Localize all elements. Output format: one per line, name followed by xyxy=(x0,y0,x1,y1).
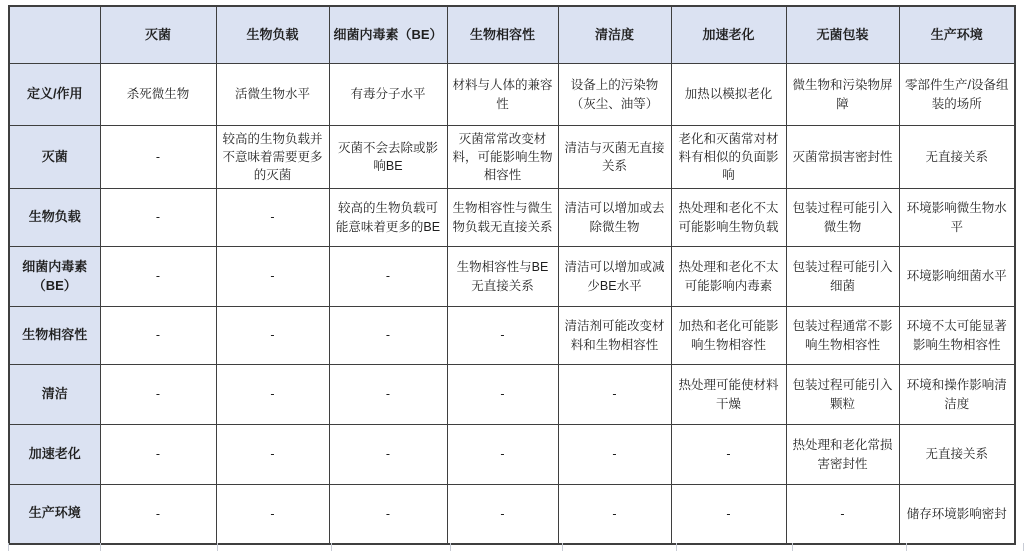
table-cell: - xyxy=(100,485,216,544)
table-cell: 材料与人体的兼容性 xyxy=(447,64,558,126)
table-cell: - xyxy=(329,425,447,485)
row-header: 生物相容性 xyxy=(9,307,100,365)
table-cell: - xyxy=(216,425,329,485)
row-header: 灭菌 xyxy=(9,126,100,189)
table-cell: - xyxy=(329,485,447,544)
table-cell: - xyxy=(558,485,671,544)
table-cell: 灭菌不会去除或影响BE xyxy=(329,126,447,189)
partial-cell xyxy=(906,543,1024,551)
table-cell: 生物相容性与BE无直接关系 xyxy=(447,247,558,307)
table-cell: 加热以模拟老化 xyxy=(671,64,786,126)
table-cell: 生物相容性与微生物负载无直接关系 xyxy=(447,189,558,247)
column-header: 生产环境 xyxy=(899,6,1015,64)
row-header: 清洁 xyxy=(9,365,100,425)
table-cell: - xyxy=(558,365,671,425)
table-cell: 杀死微生物 xyxy=(100,64,216,126)
table-cell: 较高的生物负载可能意味着更多的BE xyxy=(329,189,447,247)
table-row xyxy=(9,365,1015,425)
table-cell: 较高的生物负载并不意味着需要更多的灭菌 xyxy=(216,126,329,189)
table-cell: - xyxy=(447,425,558,485)
table-cell: - xyxy=(216,247,329,307)
partial-cell xyxy=(8,543,100,551)
partial-cell xyxy=(792,543,906,551)
partial-cell xyxy=(676,543,792,551)
table-cell: 包装过程可能引入细菌 xyxy=(786,247,899,307)
header-row xyxy=(9,6,1015,64)
table-cell: 设备上的污染物（灰尘、油等） xyxy=(558,64,671,126)
partial-cell xyxy=(562,543,676,551)
table-cell: - xyxy=(671,485,786,544)
table-head xyxy=(9,6,1015,64)
table-row xyxy=(9,247,1015,307)
table-cell: 清洁可以增加或减少BE水平 xyxy=(558,247,671,307)
table-cell: 热处理和老化不太可能影响内毒素 xyxy=(671,247,786,307)
table-cell: 包装过程可能引入颗粒 xyxy=(786,365,899,425)
column-header: 细菌内毒素（BE） xyxy=(329,6,447,64)
table-cell: - xyxy=(329,307,447,365)
table-cell: - xyxy=(100,365,216,425)
table-cell: - xyxy=(786,485,899,544)
table-cell: - xyxy=(100,126,216,189)
table-row xyxy=(9,64,1015,126)
table-row xyxy=(9,307,1015,365)
table-cell: 热处理和老化常损害密封性 xyxy=(786,425,899,485)
row-header: 生产环境 xyxy=(9,485,100,544)
table-cell: 无直接关系 xyxy=(899,126,1015,189)
column-header: 无菌包装 xyxy=(786,6,899,64)
table-cell: 包装过程通常不影响生物相容性 xyxy=(786,307,899,365)
table-row xyxy=(9,485,1015,544)
table-cell: - xyxy=(100,247,216,307)
table-cell: - xyxy=(100,189,216,247)
table-cell: - xyxy=(216,485,329,544)
table-cell: 包装过程可能引入微生物 xyxy=(786,189,899,247)
table-body xyxy=(9,64,1015,544)
table-cell: 热处理和老化不太可能影响生物负载 xyxy=(671,189,786,247)
row-header: 定义/作用 xyxy=(9,64,100,126)
column-header: 清洁度 xyxy=(558,6,671,64)
relationship-matrix-table xyxy=(8,5,1016,545)
table-cell: - xyxy=(100,425,216,485)
column-header: 生物负载 xyxy=(216,6,329,64)
column-header: 灭菌 xyxy=(100,6,216,64)
table-cell: 环境影响细菌水平 xyxy=(899,247,1015,307)
partial-cell xyxy=(450,543,562,551)
table-cell: - xyxy=(447,365,558,425)
partial-cell xyxy=(100,543,217,551)
corner-cell xyxy=(9,6,100,64)
table-row xyxy=(9,189,1015,247)
table-cell: 环境影响微生物水平 xyxy=(899,189,1015,247)
table-cell: 有毒分子水平 xyxy=(329,64,447,126)
column-header: 生物相容性 xyxy=(447,6,558,64)
table-cell: 储存环境影响密封 xyxy=(899,485,1015,544)
table-cell: 零部件生产/设备组装的场所 xyxy=(899,64,1015,126)
table-cell: 老化和灭菌常对材料有相似的负面影响 xyxy=(671,126,786,189)
table-cell: 无直接关系 xyxy=(899,425,1015,485)
row-header: 加速老化 xyxy=(9,425,100,485)
table-cell: 加热和老化可能影响生物相容性 xyxy=(671,307,786,365)
table-cell: 灭菌常常改变材料，可能影响生物相容性 xyxy=(447,126,558,189)
table-cell: 微生物和污染物屏障 xyxy=(786,64,899,126)
table-cell: - xyxy=(329,365,447,425)
table-cell: - xyxy=(100,307,216,365)
table-cell: - xyxy=(329,247,447,307)
partial-cell xyxy=(217,543,331,551)
row-header: 细菌内毒素（BE） xyxy=(9,247,100,307)
table-cell: 灭菌常损害密封性 xyxy=(786,126,899,189)
table-row xyxy=(9,425,1015,485)
table-cell: 环境不太可能显著影响生物相容性 xyxy=(899,307,1015,365)
table-cell: 活微生物水平 xyxy=(216,64,329,126)
table-cell: 热处理可能使材料干燥 xyxy=(671,365,786,425)
partial-cell xyxy=(331,543,450,551)
table-cell: 清洁剂可能改变材料和生物相容性 xyxy=(558,307,671,365)
row-header: 生物负载 xyxy=(9,189,100,247)
table-cell: 清洁可以增加或去除微生物 xyxy=(558,189,671,247)
table-row xyxy=(9,126,1015,189)
table-cell: - xyxy=(216,365,329,425)
table-cell: - xyxy=(671,425,786,485)
partial-next-row xyxy=(8,543,1024,551)
table-cell: - xyxy=(447,307,558,365)
table-cell: 环境和操作影响清洁度 xyxy=(899,365,1015,425)
table-cell: - xyxy=(447,485,558,544)
column-header: 加速老化 xyxy=(671,6,786,64)
table-cell: - xyxy=(558,425,671,485)
table-cell: - xyxy=(216,189,329,247)
table-cell: 清洁与灭菌无直接关系 xyxy=(558,126,671,189)
table-cell: - xyxy=(216,307,329,365)
